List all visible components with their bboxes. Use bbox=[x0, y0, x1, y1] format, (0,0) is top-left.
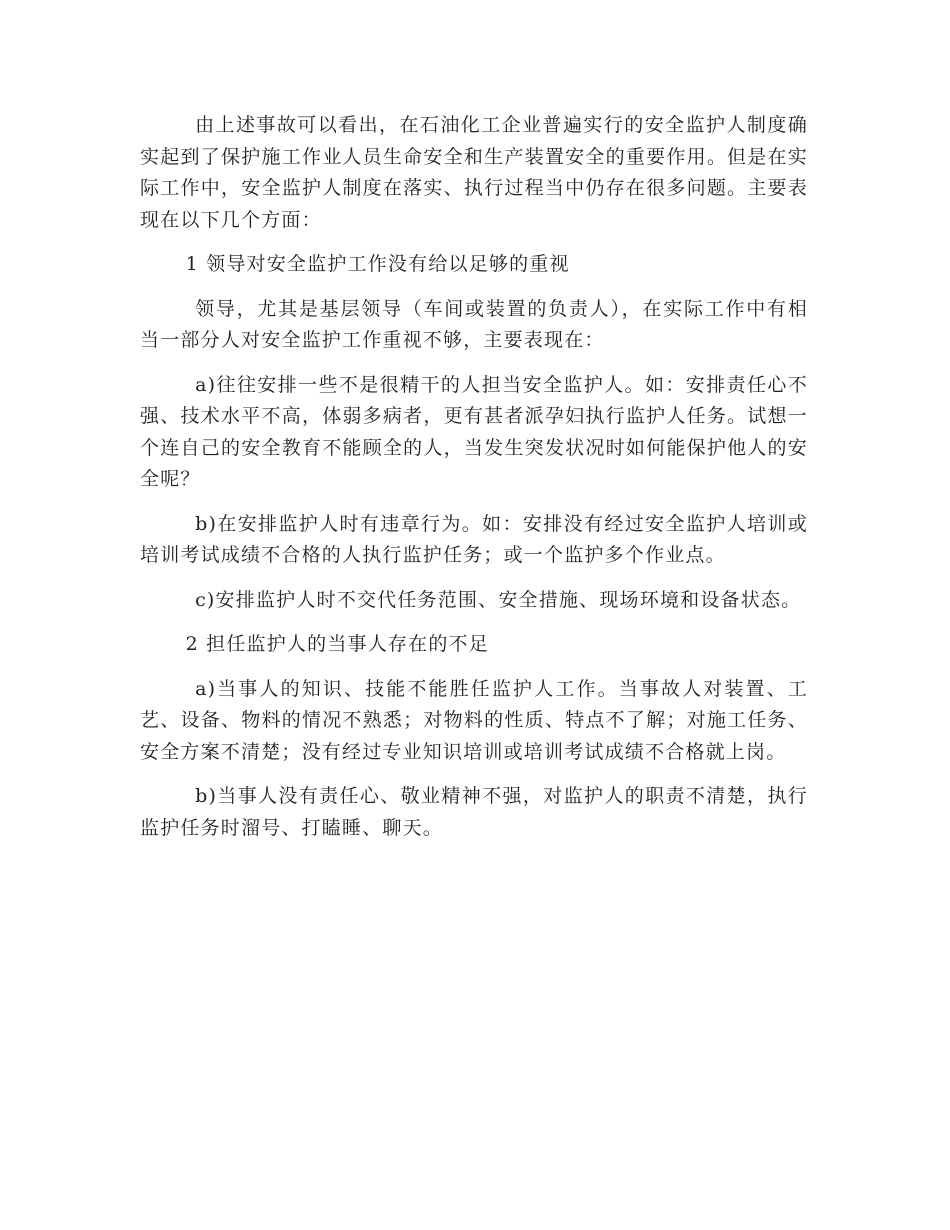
paragraph-intro: 由上述事故可以看出，在石油化工企业普遍实行的安全监护人制度确实起到了保护施工作业人员生命安全和生产装置安全的重要作用。但是在实际工作中，安全监护人制度在落实、执行过程当中仍存在很多问题。主要表现在以下几个方面： bbox=[140, 114, 808, 231]
paragraph-item-b: b)在安排监护人时有违章行为。如：安排没有经过安全监护人培训或培训考试成绩不合格的人执行监护任务；或一个监护多个作业点。 bbox=[140, 512, 808, 566]
paragraph-item-a-2: a)当事人的知识、技能不能胜任监护人工作。当事故人对装置、工艺、设备、物料的情况不熟悉；对物料的性质、特点不了解；对施工任务、安全方案不清楚；没有经过专业知识培训或培训考试成绩不合格就上岗。 bbox=[140, 677, 808, 763]
paragraph-item-a: a)往往安排一些不是很精干的人担当安全监护人。如：安排责任心不强、技术水平不高，体弱多病者，更有甚者派孕妇执行监护人任务。试想一个连自己的安全教育不能顾全的人，当发生突发状况时如何能保护他人的安全呢？ bbox=[140, 373, 808, 490]
paragraph-leadership: 领导，尤其是基层领导（车间或装置的负责人），在实际工作中有相当一部分人对安全监护工作重视不够，主要表现在： bbox=[140, 297, 808, 351]
section-heading-1: 1 领导对安全监护工作没有给以足够的重视 bbox=[185, 253, 570, 275]
document-body bbox=[140, 110, 808, 857]
paragraph-item-b-2: b)当事人没有责任心、敬业精神不强，对监护人的职责不清楚，执行监护任务时溜号、打瞌睡、聊天。 bbox=[140, 785, 808, 839]
section-heading-2: 2 担任监护人的当事人存在的不足 bbox=[185, 633, 489, 655]
paragraph-item-c: c)安排监护人时不交代任务范围、安全措施、现场环境和设备状态。 bbox=[195, 588, 802, 611]
